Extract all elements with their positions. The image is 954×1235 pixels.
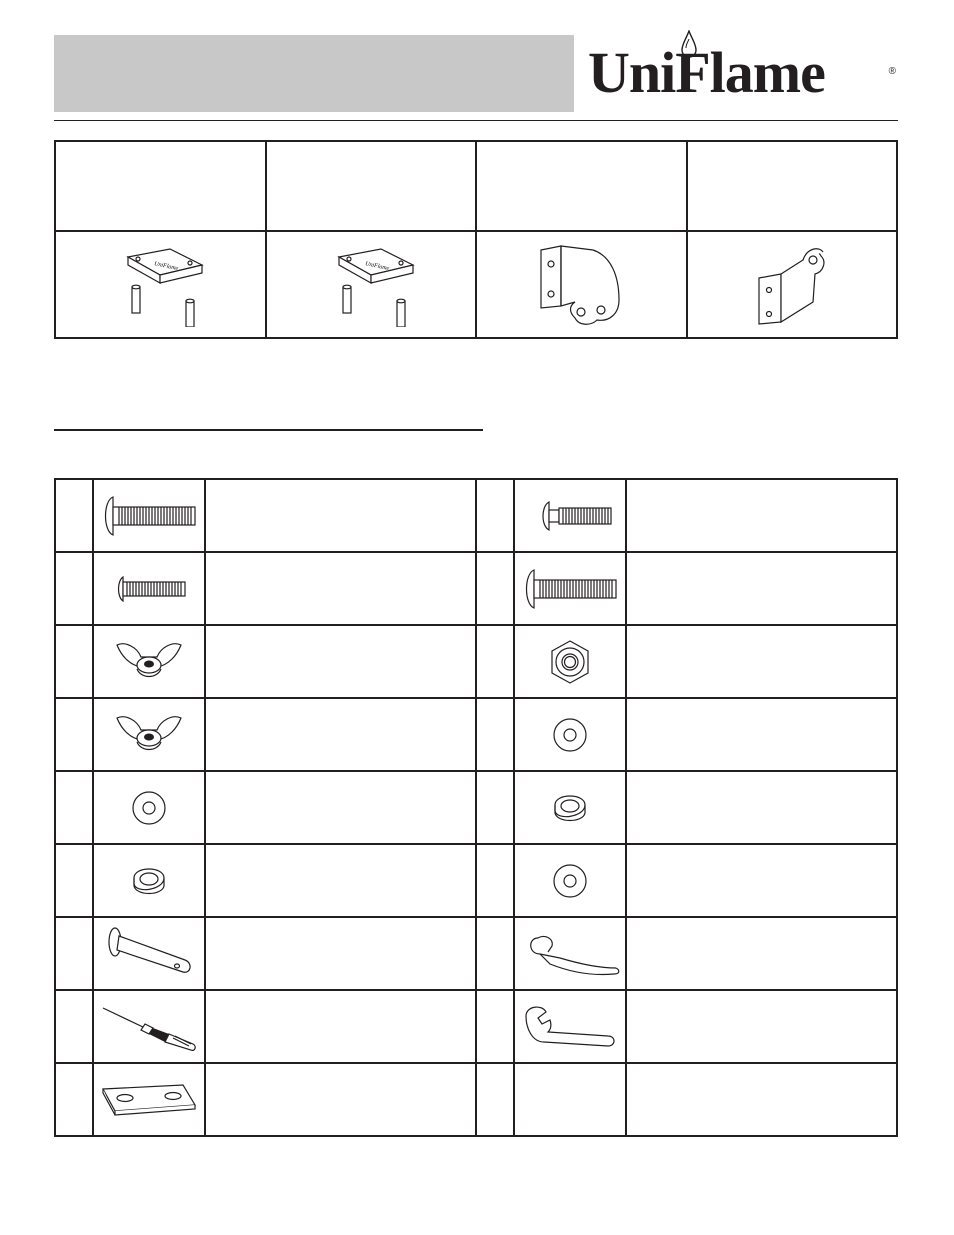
svg-text:UniFlame: UniFlame — [153, 260, 179, 272]
hardware-key — [55, 479, 93, 552]
hardware-description — [205, 698, 476, 771]
hitch-pin-clip-icon — [520, 924, 620, 984]
hardware-image-cell — [93, 625, 205, 698]
brand-logo — [588, 30, 898, 112]
table-row — [55, 771, 897, 844]
wing-nut-icon — [111, 637, 187, 687]
hardware-key — [55, 625, 93, 698]
hardware-image-cell — [93, 479, 205, 552]
hardware-key — [476, 771, 514, 844]
hardware-key — [476, 479, 514, 552]
part-image-cell-2 — [266, 231, 477, 338]
table-row — [55, 844, 897, 917]
hardware-image-cell — [514, 698, 626, 771]
hardware-description — [205, 1063, 476, 1136]
hardware-description — [626, 698, 897, 771]
parts-image-row — [55, 231, 897, 338]
hardware-image-cell — [93, 917, 205, 990]
hardware-key — [55, 1063, 93, 1136]
hardware-description — [205, 479, 476, 552]
hardware-key — [55, 771, 93, 844]
lock-washer-icon — [545, 783, 595, 833]
hardware-description — [205, 844, 476, 917]
clevis-pin-icon — [99, 924, 199, 984]
hardware-key — [55, 990, 93, 1063]
hardware-description — [626, 771, 897, 844]
hardware-description — [626, 479, 897, 552]
hardware-image-cell — [93, 844, 205, 917]
table-row — [55, 552, 897, 625]
table-row — [55, 1063, 897, 1136]
hardware-key — [476, 552, 514, 625]
handle-bracket-with-posts-icon — [321, 243, 421, 327]
hardware-description — [626, 1063, 897, 1136]
hardware-key — [476, 844, 514, 917]
hardware-key — [55, 698, 93, 771]
registered-mark: ® — [888, 66, 896, 77]
hardware-description — [205, 625, 476, 698]
hardware-key — [476, 990, 514, 1063]
hardware-key — [476, 698, 514, 771]
part-image-cell-3 — [476, 231, 687, 338]
part-label-3 — [476, 141, 687, 231]
part-label-1 — [55, 141, 266, 231]
brand-name: UniFlame — [588, 40, 825, 105]
table-row — [55, 990, 897, 1063]
hardware-image-cell — [93, 771, 205, 844]
hardware-key — [476, 625, 514, 698]
mounting-plate-icon — [99, 1075, 199, 1125]
table-row — [55, 917, 897, 990]
lock-washer-icon — [124, 856, 174, 906]
hardware-key — [55, 552, 93, 625]
hardware-description — [626, 844, 897, 917]
hardware-image-cell — [93, 1063, 205, 1136]
medium-bolt-icon — [109, 571, 189, 607]
hardware-key — [476, 1063, 514, 1136]
parts-label-row — [55, 141, 897, 231]
short-bolt-icon — [525, 496, 615, 536]
hardware-key — [55, 844, 93, 917]
screwdriver-icon — [99, 1002, 199, 1052]
hardware-description — [205, 990, 476, 1063]
lid-hinge-bracket-icon — [531, 242, 631, 328]
handle-bracket-with-posts-icon — [110, 243, 210, 327]
part-label-4 — [687, 141, 898, 231]
part-label-2 — [266, 141, 477, 231]
hardware-description — [626, 552, 897, 625]
wing-nut-icon — [111, 710, 187, 760]
long-bolt-icon — [520, 564, 620, 614]
hardware-image-cell — [514, 917, 626, 990]
hardware-table — [54, 478, 898, 1137]
table-row — [55, 625, 897, 698]
hardware-image-cell — [514, 479, 626, 552]
long-bolt-icon — [99, 491, 199, 541]
hex-nut-icon — [545, 637, 595, 687]
wrench-icon — [520, 1002, 620, 1052]
hardware-image-cell — [514, 771, 626, 844]
hardware-description — [205, 771, 476, 844]
hardware-description — [626, 917, 897, 990]
hardware-image-cell — [514, 625, 626, 698]
svg-text:UniFlame: UniFlame — [364, 260, 390, 272]
part-image-cell-4 — [687, 231, 898, 338]
hardware-image-cell — [93, 552, 205, 625]
part-image-cell-1 — [55, 231, 266, 338]
flat-washer-icon — [548, 713, 592, 757]
hardware-image-cell — [514, 844, 626, 917]
hardware-image-cell — [514, 552, 626, 625]
flat-washer-icon — [127, 786, 171, 830]
hardware-image-cell — [93, 698, 205, 771]
hardware-description — [205, 552, 476, 625]
hardware-description — [205, 917, 476, 990]
hardware-description — [626, 990, 897, 1063]
parts-table — [54, 140, 898, 339]
hardware-image-cell — [514, 990, 626, 1063]
table-row — [55, 698, 897, 771]
hardware-key — [476, 917, 514, 990]
flat-washer-icon — [548, 859, 592, 903]
hardware-image-cell — [93, 990, 205, 1063]
hardware-image-cell — [514, 1063, 626, 1136]
table-row — [55, 479, 897, 552]
header-divider — [54, 120, 898, 121]
hardware-key — [55, 917, 93, 990]
hardware-description — [626, 625, 897, 698]
section-divider — [54, 429, 483, 431]
title-banner — [54, 35, 574, 112]
hinge-mount-bracket-icon — [747, 240, 837, 330]
